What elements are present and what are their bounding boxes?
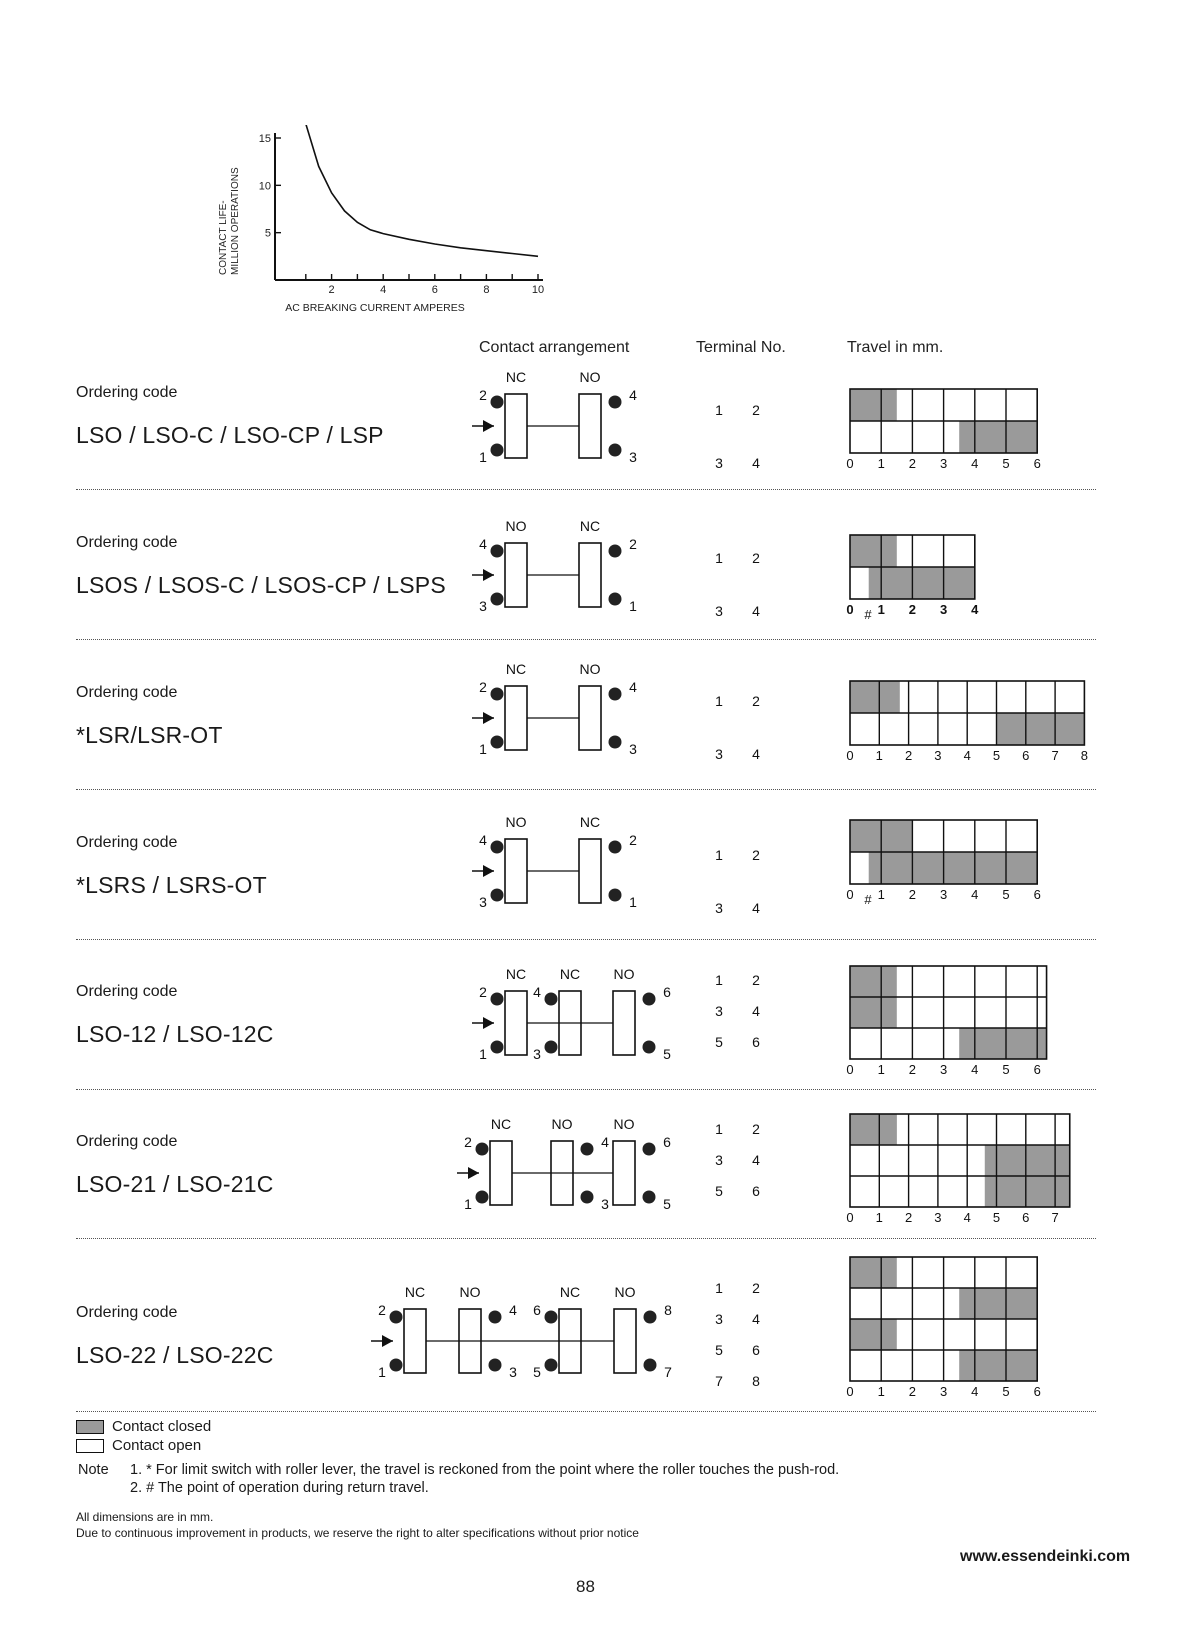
ordering-code-label: Ordering code — [76, 1304, 178, 1321]
terminal-number: 4 — [629, 679, 637, 695]
terminal-number: 3 — [601, 1196, 609, 1212]
terminal-no: 4 — [752, 746, 760, 762]
travel-axis-label: 1 — [875, 748, 883, 763]
travel-axis-label: 7 — [1051, 748, 1059, 763]
contact-block — [579, 839, 601, 903]
terminal-number: 4 — [479, 832, 487, 848]
chart-ylabel-line2: MILLION OPERATIONS — [230, 167, 241, 275]
travel-axis-label: 4 — [963, 1210, 971, 1225]
travel-axis-label: 2 — [908, 1384, 917, 1399]
chart-x-tick-label: 2 — [328, 284, 335, 296]
contact-type-label: NO — [459, 1284, 481, 1300]
terminal-no: 4 — [752, 603, 760, 619]
contact-closed-cell — [850, 1114, 897, 1145]
travel-axis-label: 1 — [877, 887, 885, 902]
travel-axis-label: 6 — [1033, 456, 1041, 471]
contact-closed-cell — [985, 1145, 1070, 1176]
terminal-no: 2 — [752, 550, 760, 566]
legend-closed — [76, 1418, 211, 1435]
terminal-number: 6 — [663, 984, 671, 1000]
contact-block — [505, 394, 527, 458]
ordering-code-value: LSO / LSO-C / LSO-CP / LSP — [76, 422, 384, 448]
terminal-no: 1 — [715, 1280, 723, 1296]
legend-open — [76, 1437, 201, 1454]
travel-axis-label: 2 — [908, 887, 917, 902]
terminal-no: 3 — [715, 1003, 723, 1019]
travel-axis-label: 6 — [1022, 1210, 1030, 1225]
ordering-code-label: Ordering code — [76, 1133, 178, 1150]
terminal-dot — [609, 396, 622, 409]
contact-arrangement — [457, 1116, 671, 1212]
travel-axis-label: 5 — [1002, 1062, 1010, 1077]
chart-y-tick-label: 10 — [258, 180, 271, 193]
contact-arrangement — [472, 966, 671, 1062]
actuator-arrowhead — [483, 1017, 494, 1029]
terminal-number: 6 — [663, 1134, 671, 1150]
ordering-code-label: Ordering code — [76, 684, 178, 701]
terminal-no: 2 — [752, 693, 760, 709]
terminal-no: 1 — [715, 847, 723, 863]
contact-block — [505, 543, 527, 607]
travel-axis-label: 0 — [846, 602, 854, 617]
contact-type-label: NO — [614, 1284, 636, 1300]
note-line-1: 1. * For limit switch with roller lever, the travel is reckoned from the point where the roller touches the push-rod. — [130, 1462, 840, 1478]
terminal-no: 1 — [715, 402, 723, 418]
terminal-dot — [609, 736, 622, 749]
terminal-dot — [491, 545, 504, 558]
travel-axis-label: 6 — [1022, 748, 1030, 763]
terminal-number: 2 — [479, 387, 487, 403]
travel-axis-label: 2 — [908, 456, 917, 471]
terminal-number: 7 — [664, 1364, 672, 1380]
travel-axis-label: 0 — [846, 1062, 854, 1077]
travel-axis-label: 0 — [846, 748, 854, 763]
contact-type-label: NC — [505, 966, 527, 982]
ordering-code-label: Ordering code — [76, 983, 178, 1000]
contact-block — [579, 686, 601, 750]
travel-axis-label: 0 — [846, 1210, 854, 1225]
travel-axis-label: 5 — [1002, 456, 1010, 471]
terminal-number: 2 — [629, 536, 637, 552]
terminal-dot — [491, 688, 504, 701]
contact-closed-cell — [850, 1319, 897, 1350]
terminal-dot — [581, 1143, 594, 1156]
contact-block — [579, 394, 601, 458]
terminal-no: 2 — [752, 972, 760, 988]
travel-axis-label: 6 — [1033, 887, 1041, 902]
contact-block — [614, 1309, 636, 1373]
travel-axis-label: 2 — [904, 748, 913, 763]
travel-axis-label: 4 — [971, 1384, 979, 1399]
terminal-no: 6 — [752, 1342, 760, 1358]
contact-block — [505, 991, 527, 1055]
terminal-no-header: Terminal No. — [696, 339, 786, 356]
travel-axis-label: 0 — [846, 456, 854, 471]
terminal-dot — [609, 841, 622, 854]
terminal-dot — [491, 593, 504, 606]
terminal-no: 3 — [715, 746, 723, 762]
contact-type-label: NO — [505, 814, 527, 830]
contact-arrangement — [472, 518, 637, 614]
terminal-dot — [609, 545, 622, 558]
terminal-no: 2 — [752, 1121, 760, 1137]
note-label: Note — [78, 1462, 109, 1478]
terminal-dot — [609, 444, 622, 457]
contact-type-label: NO — [551, 1116, 573, 1132]
contact-type-label: NC — [579, 814, 601, 830]
travel-axis-label: 2 — [908, 1062, 917, 1077]
contact-block — [579, 543, 601, 607]
ordering-code-label: Ordering code — [76, 384, 178, 401]
terminal-dot — [609, 889, 622, 902]
terminal-no: 4 — [752, 900, 760, 916]
contact-type-label: NC — [579, 518, 601, 534]
terminal-dot — [476, 1143, 489, 1156]
contact-closed-cell — [850, 535, 897, 567]
contact-type-label: NC — [404, 1284, 426, 1300]
legend-open-swatch — [76, 1439, 104, 1453]
travel-axis-label: 0 — [846, 1384, 854, 1399]
terminal-no: 4 — [752, 1311, 760, 1327]
contact-closed-cell — [959, 1350, 1037, 1381]
contact-arrangement-header: Contact arrangement — [479, 339, 630, 356]
contact-block — [613, 1141, 635, 1205]
actuator-arrowhead — [483, 420, 494, 432]
travel-axis-label: 0 — [846, 887, 854, 902]
terminal-no: 2 — [752, 402, 760, 418]
terminal-number: 2 — [464, 1134, 472, 1150]
terminal-no: 5 — [715, 1183, 723, 1199]
terminal-number: 1 — [479, 1046, 487, 1062]
ordering-code-value: LSOS / LSOS-C / LSOS-CP / LSPS — [76, 572, 446, 598]
terminal-number: 3 — [509, 1364, 517, 1380]
contact-block — [505, 839, 527, 903]
terminal-number: 4 — [601, 1134, 609, 1150]
contact-closed-cell — [959, 1028, 1046, 1059]
travel-header: Travel in mm. — [847, 339, 944, 356]
contact-type-label: NO — [505, 518, 527, 534]
contact-type-label: NO — [579, 661, 601, 677]
contact-arrangement — [472, 814, 637, 910]
terminal-number: 3 — [629, 741, 637, 757]
terminal-number: 2 — [479, 679, 487, 695]
terminal-no: 4 — [752, 455, 760, 471]
contact-closed-cell — [850, 966, 897, 997]
travel-axis-label: 1 — [877, 602, 885, 617]
terminal-no: 1 — [715, 693, 723, 709]
page-number: 88 — [576, 1577, 595, 1596]
terminal-number: 1 — [629, 894, 637, 910]
terminal-number: 2 — [629, 832, 637, 848]
chart-xlabel: AC BREAKING CURRENT AMPERES — [285, 302, 465, 314]
terminal-number: 4 — [509, 1302, 517, 1318]
return-travel-marker: # — [864, 892, 872, 907]
contact-block — [404, 1309, 426, 1373]
travel-axis-label: 2 — [908, 602, 917, 617]
terminal-number: 1 — [479, 741, 487, 757]
terminal-number: 3 — [479, 598, 487, 614]
contact-block — [505, 686, 527, 750]
travel-axis-label: 5 — [1002, 887, 1010, 902]
terminal-dot — [581, 1191, 594, 1204]
terminal-dot — [390, 1359, 403, 1372]
chart-y-tick-label: 5 — [264, 227, 271, 240]
contact-closed-cell — [869, 567, 975, 599]
contact-type-label: NO — [613, 966, 635, 982]
terminal-dot — [491, 736, 504, 749]
contact-closed-cell — [959, 421, 1037, 453]
terminal-no: 2 — [752, 1280, 760, 1296]
terminal-dot — [643, 1143, 656, 1156]
terminal-number: 5 — [663, 1196, 671, 1212]
terminal-number: 6 — [533, 1302, 541, 1318]
travel-axis-label: 1 — [877, 456, 885, 471]
terminal-dot — [491, 1041, 504, 1054]
terminal-number: 3 — [629, 449, 637, 465]
travel-axis-label: 4 — [971, 602, 979, 617]
terminal-number: 5 — [663, 1046, 671, 1062]
travel-axis-label: 3 — [939, 887, 948, 902]
terminal-dot — [491, 396, 504, 409]
terminal-number: 2 — [479, 984, 487, 1000]
terminal-no: 4 — [752, 1152, 760, 1168]
contact-type-label: NC — [559, 1284, 581, 1300]
terminal-dot — [489, 1359, 502, 1372]
terminal-dot — [644, 1359, 657, 1372]
terminal-no: 1 — [715, 972, 723, 988]
travel-axis-label: 3 — [934, 748, 942, 763]
terminal-no: 2 — [752, 847, 760, 863]
terminal-number: 2 — [378, 1302, 386, 1318]
contact-closed-cell — [850, 389, 897, 421]
travel-axis-label: 3 — [934, 1210, 942, 1225]
ordering-code-label: Ordering code — [76, 834, 178, 851]
terminal-no: 3 — [715, 1152, 723, 1168]
terminal-no: 1 — [715, 550, 723, 566]
terminal-number: 1 — [479, 449, 487, 465]
website-link[interactable]: www.essendeinki.com — [960, 1548, 1131, 1565]
chart-x-tick-label: 4 — [380, 284, 387, 296]
ordering-code-value: LSO-12 / LSO-12C — [76, 1021, 274, 1047]
actuator-arrowhead — [483, 865, 494, 877]
terminal-number: 1 — [629, 598, 637, 614]
contact-closed-cell — [985, 1176, 1070, 1207]
terminal-dot — [545, 1359, 558, 1372]
contact-type-label: NC — [505, 369, 527, 385]
terminal-dot — [643, 993, 656, 1006]
terminal-number: 4 — [629, 387, 637, 403]
travel-axis-label: 2 — [904, 1210, 913, 1225]
terminal-dot — [643, 1191, 656, 1204]
terminal-dot — [643, 1041, 656, 1054]
chart-ylabel-line1: CONTACT LIFE- — [218, 200, 229, 275]
ordering-code-value: *LSR/LSR-OT — [76, 722, 223, 748]
contact-type-label: NO — [579, 369, 601, 385]
terminal-no: 5 — [715, 1342, 723, 1358]
travel-axis-label: 3 — [939, 456, 948, 471]
travel-axis-label: 6 — [1033, 1384, 1041, 1399]
travel-axis-label: 3 — [939, 1062, 948, 1077]
contact-closed-cell — [850, 681, 900, 713]
ordering-code-value: *LSRS / LSRS-OT — [76, 872, 267, 898]
terminal-dot — [545, 1041, 558, 1054]
chart-x-tick-label: 8 — [483, 284, 490, 296]
terminal-number: 1 — [378, 1364, 386, 1380]
contact-arrangement — [472, 661, 637, 757]
terminal-dot — [545, 1311, 558, 1324]
dimensions-note: All dimensions are in mm. — [76, 1510, 214, 1524]
terminal-no: 6 — [752, 1183, 760, 1199]
travel-axis-label: 1 — [877, 1384, 885, 1399]
terminal-dot — [476, 1191, 489, 1204]
contact-closed-cell — [869, 852, 1037, 884]
contact-block — [490, 1141, 512, 1205]
chart-y-tick-label: 15 — [258, 133, 271, 145]
terminal-dot — [489, 1311, 502, 1324]
terminal-no: 1 — [715, 1121, 723, 1137]
contact-closed-cell — [850, 997, 897, 1028]
terminal-number: 4 — [533, 984, 541, 1000]
travel-axis-label: 3 — [939, 602, 948, 617]
terminal-dot — [609, 593, 622, 606]
travel-axis-label: 4 — [971, 887, 979, 902]
actuator-arrowhead — [382, 1335, 393, 1347]
contact-arrangement — [371, 1284, 672, 1380]
return-travel-marker: # — [864, 607, 872, 622]
chart-x-tick-label: 10 — [531, 284, 545, 296]
contact-closed-cell — [850, 1257, 897, 1288]
legend-closed-swatch — [76, 1420, 104, 1434]
contact-closed-cell — [997, 713, 1085, 745]
actuator-arrowhead — [468, 1167, 479, 1179]
contact-type-label: NC — [559, 966, 581, 982]
terminal-number: 4 — [479, 536, 487, 552]
ordering-code-value: LSO-22 / LSO-22C — [76, 1342, 274, 1368]
terminal-no: 4 — [752, 1003, 760, 1019]
chart-x-tick-label: 6 — [431, 284, 438, 296]
travel-axis-label: 1 — [875, 1210, 883, 1225]
travel-axis-label: 4 — [971, 456, 979, 471]
terminal-dot — [491, 841, 504, 854]
contact-type-label: NC — [505, 661, 527, 677]
contact-type-label: NC — [490, 1116, 512, 1132]
terminal-no: 3 — [715, 455, 723, 471]
travel-axis-label: 4 — [971, 1062, 979, 1077]
note-line-2: 2. # The point of operation during return travel. — [130, 1480, 429, 1496]
terminal-no: 3 — [715, 1311, 723, 1327]
terminal-no: 7 — [715, 1373, 723, 1389]
terminal-dot — [390, 1311, 403, 1324]
terminal-dot — [491, 444, 504, 457]
contact-closed-cell — [959, 1288, 1037, 1319]
legend-closed-label: Contact closed — [112, 1418, 212, 1435]
travel-axis-label: 5 — [992, 748, 1001, 763]
travel-axis-label: 4 — [963, 748, 971, 763]
terminal-no: 3 — [715, 900, 723, 916]
terminal-no: 5 — [715, 1034, 723, 1050]
travel-axis-label: 8 — [1080, 748, 1089, 763]
terminal-no: 6 — [752, 1034, 760, 1050]
ordering-code-value: LSO-21 / LSO-21C — [76, 1171, 274, 1197]
contact-arrangement — [472, 369, 637, 465]
actuator-arrowhead — [483, 569, 494, 581]
terminal-dot — [545, 993, 558, 1006]
terminal-no: 3 — [715, 603, 723, 619]
contact-block — [613, 991, 635, 1055]
travel-axis-label: 1 — [877, 1062, 885, 1077]
terminal-number: 3 — [533, 1046, 541, 1062]
improvement-notice: Due to continuous improvement in products, we reserve the right to alter specifications without prior notice — [76, 1526, 639, 1540]
travel-axis-label: 7 — [1051, 1210, 1059, 1225]
terminal-dot — [491, 889, 504, 902]
legend-open-label: Contact open — [112, 1437, 202, 1454]
terminal-dot — [644, 1311, 657, 1324]
travel-axis-label: 5 — [992, 1210, 1001, 1225]
terminal-number: 3 — [479, 894, 487, 910]
actuator-arrowhead — [483, 712, 494, 724]
travel-axis-label: 6 — [1033, 1062, 1041, 1077]
terminal-dot — [609, 688, 622, 701]
travel-axis-label: 5 — [1002, 1384, 1010, 1399]
terminal-dot — [491, 993, 504, 1006]
travel-axis-label: 3 — [939, 1384, 948, 1399]
terminal-number: 1 — [464, 1196, 472, 1212]
terminal-number: 8 — [664, 1302, 672, 1318]
terminal-number: 5 — [533, 1364, 541, 1380]
ordering-code-label: Ordering code — [76, 534, 178, 551]
terminal-no: 8 — [752, 1373, 760, 1389]
contact-type-label: NO — [613, 1116, 635, 1132]
